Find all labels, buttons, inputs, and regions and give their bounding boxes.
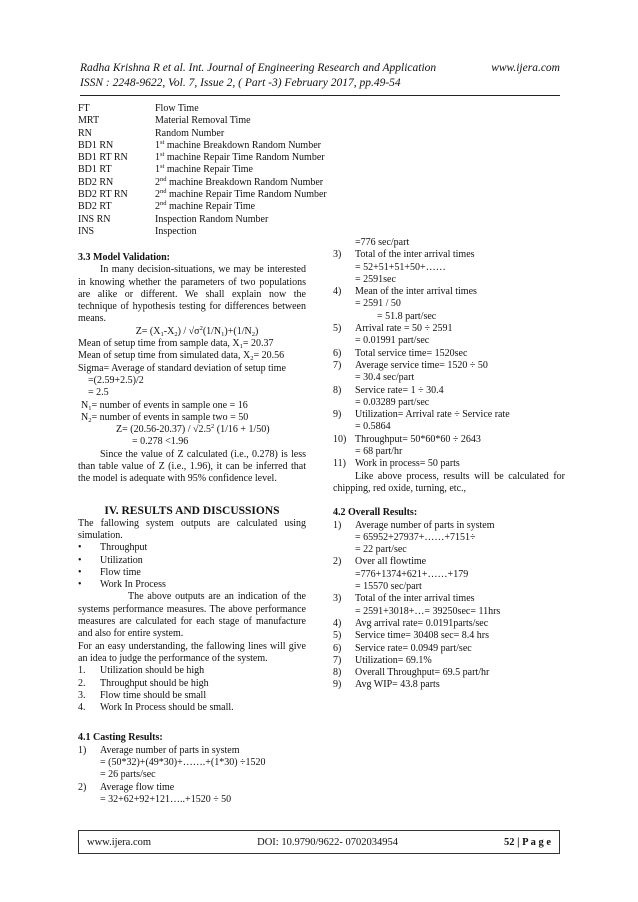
bullet-text: Work In Process bbox=[100, 579, 166, 591]
ordinal-number: 1 bbox=[155, 139, 160, 151]
casting-result-item bbox=[333, 286, 565, 323]
item-body bbox=[355, 520, 495, 557]
item-number: 11) bbox=[333, 458, 346, 470]
ordinal-suffix: nd bbox=[160, 175, 167, 183]
ordinal-number: 2 bbox=[155, 189, 160, 201]
bullet-text: Utilization bbox=[100, 554, 143, 566]
item-body bbox=[355, 679, 440, 691]
casting-result-item bbox=[333, 348, 565, 360]
section-4-intro: The fallowing system outputs are calculated using simulation. bbox=[78, 517, 306, 541]
item-number: 4) bbox=[333, 286, 342, 298]
item-calc-line: = 2591sec bbox=[355, 273, 396, 285]
meaning-text: Material Removal Time bbox=[155, 115, 251, 127]
ordinal-suffix: nd bbox=[160, 200, 167, 208]
item-body bbox=[355, 593, 500, 618]
page-number: 52 | P a g e bbox=[504, 836, 551, 848]
item-number: 2) bbox=[333, 556, 342, 568]
item-body bbox=[355, 348, 467, 360]
footer-website[interactable]: www.ijera.com bbox=[87, 836, 152, 848]
journal-citation: Radha Krishna R et al. Int. Journal of Engineering Research and Application bbox=[80, 62, 437, 74]
overall-results-list bbox=[333, 520, 565, 692]
meaning-text: machine Breakdown Random Number bbox=[164, 139, 321, 151]
item-line: Over all flowtime bbox=[355, 556, 427, 568]
item-body bbox=[355, 360, 488, 385]
abbreviation-meaning bbox=[155, 140, 321, 152]
casting-result-item bbox=[333, 458, 565, 470]
abbreviation-meaning bbox=[155, 177, 323, 189]
bullet-item bbox=[78, 542, 306, 554]
meaning-text: Random Number bbox=[155, 127, 225, 139]
item-line: Service rate= 1 ÷ 30.4 bbox=[355, 384, 444, 396]
abbreviation-key: BD2 RT RN bbox=[78, 189, 128, 201]
item-number: 8) bbox=[333, 667, 342, 679]
item-line: Avg arrival rate= 0.0191parts/sec bbox=[355, 617, 489, 629]
mean-sample: Mean of setup time from sample data, $X_1= 20.37$ bbox=[78, 338, 274, 351]
section-4-title: IV. RESULTS AND DISCUSSIONS bbox=[104, 504, 280, 517]
item-calc-line: = 30.4 sec/part bbox=[355, 372, 415, 384]
bullet-dot: • bbox=[78, 579, 82, 591]
casting-result-item bbox=[333, 249, 565, 286]
item-calc-line: = 0.5864 bbox=[355, 421, 391, 433]
abbreviation-meaning bbox=[155, 152, 325, 164]
section-4-1-title: 4.1 Casting Results: bbox=[78, 732, 163, 744]
abbreviation-list bbox=[78, 103, 327, 238]
journal-website[interactable]: www.ijera.com bbox=[491, 62, 560, 74]
abbreviation-row bbox=[78, 214, 327, 226]
item-body bbox=[355, 643, 472, 655]
abbreviation-key: INS bbox=[78, 225, 95, 237]
ordinal-suffix: st bbox=[160, 151, 165, 159]
item-line: Overall Throughput= 69.5 part/hr bbox=[355, 667, 490, 679]
item-line: Total service time= 1520sec bbox=[355, 347, 468, 359]
item-line: Throughput= 50*60*60 ÷ 2643 bbox=[355, 433, 481, 445]
abbreviation-key: FT bbox=[78, 103, 90, 114]
abbreviation-meaning bbox=[155, 226, 197, 238]
casting-item-2-value: =776 sec/part bbox=[355, 237, 410, 248]
abbreviation-row bbox=[78, 140, 327, 152]
rule-text: Work In Process should be small. bbox=[100, 702, 234, 714]
overall-result-item bbox=[333, 630, 565, 642]
sigma-calculation: =(2.59+2.5)/2 bbox=[88, 374, 144, 386]
footer-doi: DOI: 10.9790/9622- 0702034954 bbox=[257, 836, 398, 848]
abbreviation-row bbox=[78, 177, 327, 189]
item-line: Work in process= 50 parts bbox=[355, 458, 460, 470]
casting-item-2-calc: = 32+62+92+121…..+1520 ÷ 50 bbox=[100, 793, 232, 805]
rule-number: 3. bbox=[78, 689, 86, 701]
n1-definition: $N_1=$ number of events in sample one = 16 bbox=[81, 399, 248, 412]
casting-item-1: 1) Average number of parts in system bbox=[78, 744, 240, 756]
abbreviation-meaning bbox=[155, 115, 251, 127]
abbreviation-key: INS RN bbox=[78, 213, 111, 225]
rule-number: 2. bbox=[78, 677, 86, 689]
casting-results-list bbox=[333, 249, 565, 470]
abbreviation-key: RN bbox=[78, 127, 92, 139]
item-body bbox=[355, 630, 489, 642]
casting-result-item bbox=[333, 434, 565, 459]
rule-item bbox=[78, 702, 306, 714]
item-line: Mean of the inter arrival times bbox=[355, 286, 477, 298]
item-number: 10) bbox=[333, 433, 347, 445]
sigma-definition: Sigma= Average of standard deviation of setup time bbox=[78, 362, 286, 374]
item-number: 3) bbox=[333, 593, 342, 605]
item-body bbox=[355, 618, 488, 630]
bullet-item bbox=[78, 567, 306, 579]
bullet-dot: • bbox=[78, 542, 82, 554]
item-body bbox=[355, 458, 460, 470]
abbreviation-row bbox=[78, 128, 327, 140]
meaning-text: machine Repair Time Random Number bbox=[164, 152, 325, 164]
rule-item bbox=[78, 690, 306, 702]
abbreviation-key: BD1 RT bbox=[78, 164, 112, 176]
z-calculation: $Z= (20.56-20.37) / √2.5^2$ (1/16 + 1/50) bbox=[116, 423, 270, 436]
section-4-2-title: 4.2 Overall Results: bbox=[333, 507, 418, 519]
item-number: 9) bbox=[333, 679, 342, 691]
header-rule bbox=[80, 95, 560, 96]
bullet-text: Throughput bbox=[100, 542, 148, 554]
left-column bbox=[78, 252, 306, 806]
validation-conclusion: Since the value of Z calculated (i.e., 0.278) is less than table value of Z (i.e., 1.96), it can be inferred that the model is adequate with 95% confidence level. bbox=[78, 448, 306, 485]
casting-closing-paragraph: Like above process, results will be calculated for chipping, red oxide, turning, etc., bbox=[333, 470, 565, 494]
item-calc-line: =776+1374+621+……+179 bbox=[355, 568, 469, 580]
ordinal-suffix: st bbox=[160, 138, 165, 146]
rule-text: Utilization should be high bbox=[100, 665, 205, 677]
rule-item bbox=[78, 665, 306, 677]
z-formula: $Z= (X_1-X_2) / √\sigma^2(1/N_1)+(1/N_2)$ bbox=[135, 324, 259, 338]
item-number: 7) bbox=[333, 359, 342, 371]
abbreviation-row bbox=[78, 226, 327, 238]
casting-result-item bbox=[333, 360, 565, 385]
item-calc-line: = 52+51+51+50+…… bbox=[355, 261, 446, 273]
abbreviation-meaning bbox=[155, 128, 224, 140]
abbreviation-meaning bbox=[155, 189, 327, 201]
ordinal-suffix: st bbox=[160, 163, 165, 171]
abbreviation-row bbox=[78, 201, 327, 213]
abbreviation-key: BD2 RN bbox=[78, 176, 114, 188]
item-calc-line: = 22 part/sec bbox=[355, 544, 407, 556]
abbreviation-key: MRT bbox=[78, 115, 100, 127]
casting-result-item bbox=[333, 409, 565, 434]
abbreviation-row bbox=[78, 189, 327, 201]
meaning-text: Inspection bbox=[155, 225, 197, 237]
item-calc-line: = 65952+27937+……+7151÷ bbox=[355, 531, 476, 543]
ordinal-number: 2 bbox=[155, 176, 160, 188]
item-line: Average number of parts in system bbox=[355, 519, 495, 531]
item-line: Service rate= 0.0949 part/sec bbox=[355, 642, 472, 654]
overall-result-item bbox=[333, 679, 565, 691]
meaning-text: Flow Time bbox=[155, 103, 199, 114]
section-3-3-paragraph: In many decision-situations, we may be interested in knowing whether the parameters of two populations are alike or different. We shall explain now the technique of hypothesis testing for differences between means. bbox=[78, 264, 306, 325]
section-3-3-title: 3.3 Model Validation: bbox=[78, 252, 170, 263]
item-number: 6) bbox=[333, 347, 342, 359]
item-line: Utilization= Arrival rate ÷ Service rate bbox=[355, 409, 510, 421]
n2-definition: $N_2=$ number of events in sample two = 50 bbox=[81, 411, 249, 424]
right-column bbox=[333, 237, 565, 692]
item-calc-line: = 2591 / 50 bbox=[355, 298, 401, 310]
page-header bbox=[80, 61, 560, 91]
rule-text: Throughput should be high bbox=[100, 677, 209, 689]
section-4-paragraph-2: For an easy understanding, the fallowing lines will give an idea to judge the performance of the system. bbox=[78, 640, 306, 664]
bullet-text: Flow time bbox=[100, 566, 141, 578]
ordinal-suffix: nd bbox=[160, 188, 167, 196]
overall-result-item bbox=[333, 643, 565, 655]
item-number: 8) bbox=[333, 384, 342, 396]
meaning-text: machine Breakdown Random Number bbox=[166, 176, 324, 188]
item-body bbox=[355, 409, 510, 434]
item-body bbox=[355, 556, 468, 593]
section-4-paragraph-1: The above outputs are an indication of the systems performance measures. The above performance measures are calculated for each stage of manufacture and also for entire system. bbox=[78, 591, 306, 640]
item-number: 9) bbox=[333, 409, 342, 421]
meaning-text: machine Repair Time bbox=[164, 164, 253, 176]
item-line: Utilization= 69.1% bbox=[355, 654, 432, 666]
rule-number: 1. bbox=[78, 665, 86, 677]
meaning-text: Inspection Random Number bbox=[155, 213, 269, 225]
item-line: Avg WIP= 43.8 parts bbox=[355, 679, 440, 691]
casting-item-2: 2) Average flow time bbox=[78, 781, 175, 793]
item-calc-line: = 51.8 part/sec bbox=[377, 310, 437, 322]
mean-simulated: Mean of setup time from simulated data, $X_2= 20.56$ bbox=[78, 350, 285, 363]
casting-result-item bbox=[333, 323, 565, 348]
abbreviation-meaning bbox=[155, 214, 268, 226]
item-line: Arrival rate = 50 ÷ 2591 bbox=[355, 323, 453, 335]
item-calc-line: = 0.03289 part/sec bbox=[355, 396, 430, 408]
abbreviation-row bbox=[78, 164, 327, 176]
item-line: Total of the inter arrival times bbox=[355, 593, 475, 605]
item-number: 3) bbox=[333, 249, 342, 261]
casting-result-item bbox=[333, 385, 565, 410]
overall-result-item bbox=[333, 520, 565, 557]
z-value: = 0.278 <1.96 bbox=[132, 436, 189, 448]
abbreviation-row bbox=[78, 152, 327, 164]
item-number: 7) bbox=[333, 654, 342, 666]
abbreviation-key: BD1 RT RN bbox=[78, 152, 128, 164]
item-body bbox=[355, 655, 432, 667]
meaning-text: machine Repair Time bbox=[166, 201, 256, 213]
overall-result-item bbox=[333, 655, 565, 667]
ordinal-number: 2 bbox=[155, 201, 160, 213]
item-body bbox=[355, 667, 489, 679]
abbreviation-meaning bbox=[155, 164, 253, 176]
overall-result-item bbox=[333, 556, 565, 593]
bullet-dot: • bbox=[78, 566, 82, 578]
item-body bbox=[355, 385, 444, 410]
item-line: Service time= 30408 sec= 8.4 hrs bbox=[355, 630, 490, 642]
abbreviation-meaning bbox=[155, 103, 199, 115]
abbreviation-key: BD1 RN bbox=[78, 139, 114, 151]
bullet-item bbox=[78, 555, 306, 567]
item-body bbox=[355, 323, 453, 348]
abbreviation-key: BD2 RT bbox=[78, 201, 112, 213]
ordinal-number: 1 bbox=[155, 152, 160, 164]
item-number: 1) bbox=[333, 519, 342, 531]
item-number: 4) bbox=[333, 617, 342, 629]
rule-item bbox=[78, 678, 306, 690]
abbreviation-row bbox=[78, 115, 327, 127]
issn-line: ISSN : 2248-9622, Vol. 7, Issue 2, ( Part -3) February 2017, pp.49-54 bbox=[80, 77, 401, 89]
item-number: 5) bbox=[333, 630, 342, 642]
item-calc-line: = 0.01991 part/sec bbox=[355, 335, 430, 347]
overall-result-item bbox=[333, 618, 565, 630]
item-number: 5) bbox=[333, 323, 342, 335]
item-body bbox=[355, 434, 481, 459]
casting-item-1-calc: = (50*32)+(49*30)+…….+(1*30) ÷1520 bbox=[100, 756, 266, 768]
bullet-dot: • bbox=[78, 554, 82, 566]
rule-number: 4. bbox=[78, 702, 86, 714]
rule-text: Flow time should be small bbox=[100, 689, 207, 701]
page-footer bbox=[78, 830, 560, 854]
overall-result-item bbox=[333, 593, 565, 618]
item-number: 6) bbox=[333, 642, 342, 654]
performance-rules-list bbox=[78, 665, 306, 714]
item-calc-line: = 68 part/hr bbox=[355, 446, 403, 458]
meaning-text: machine Repair Time Random Number bbox=[166, 189, 327, 201]
item-body bbox=[355, 286, 477, 323]
bullet-item bbox=[78, 579, 306, 591]
item-line: Total of the inter arrival times bbox=[355, 249, 475, 261]
abbreviation-row bbox=[78, 103, 327, 115]
item-calc-line: = 15570 sec/part bbox=[355, 581, 422, 593]
overall-result-item bbox=[333, 667, 565, 679]
item-body bbox=[355, 249, 475, 286]
casting-item-1-value: = 26 parts/sec bbox=[100, 769, 156, 781]
item-line: Average service time= 1520 ÷ 50 bbox=[355, 359, 488, 371]
abbreviation-meaning bbox=[155, 201, 255, 213]
sigma-value: = 2.5 bbox=[88, 387, 109, 399]
ordinal-number: 1 bbox=[155, 164, 160, 176]
output-bullet-list bbox=[78, 542, 306, 591]
item-calc-line: = 2591+3018+…= 39250sec= 11hrs bbox=[355, 605, 501, 617]
